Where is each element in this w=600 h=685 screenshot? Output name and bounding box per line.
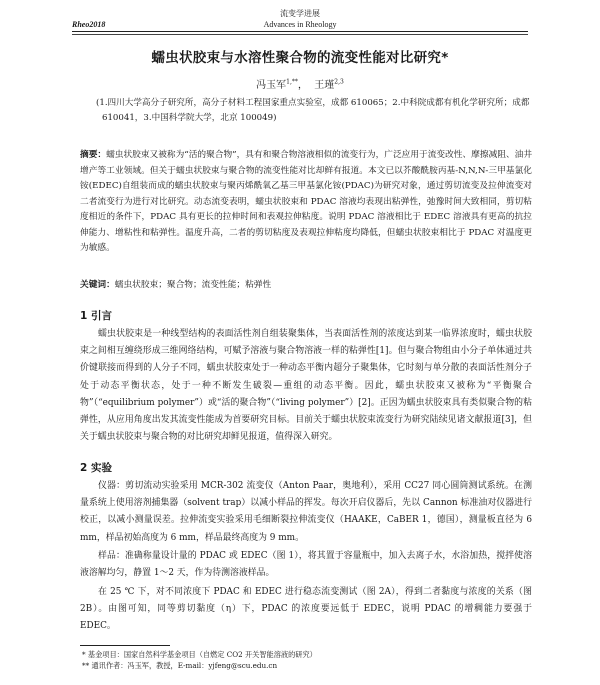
author-line: 冯玉军$^{1,**}$， 王瑾$^{2,3}$ [256, 78, 344, 91]
experiment-paragraph-instruments: 仪器：剪切流动实验采用 MCR-302 流变仪（Anton Paar，奥地利），采用 CC27 同心圆筒测试系统。在测量系统上使用溶剂捕集器（solvent trap）以减小样品的挥发。每次开启仪器后，先以 Cannon 标准油对仪器进行校正，以减小测量误差。拉伸流变实验采用毛细断裂拉伸流变仪（HAAKE，CaBER 1，德国），测量板直径为 6 mm，样品初始高度为 6 mm，样品最终高度为 9 mm。 [80, 481, 532, 543]
footnote-fund: * 基金项目：国家自然科学基金项目（自燃定 CO2 开关智能溶液的研究） [82, 650, 317, 659]
abstract-text: 蠕虫状胶束又被称为“活的聚合物”，具有和聚合物溶液相似的流变行为，广泛应用于流变改性、摩擦减阻、油井增产等工业领域。但关于蠕虫状胶束与聚合物的流变性能对比却鲜有报道。本文已以芥酸酰胺丙基-N,N,N-三甲基氯化铵(EDEC)自组装而成的蠕虫状胶束与聚丙烯酰氧乙基三甲基氯化铵(PDAC)为研究对象，通过剪切流变及拉伸流变对二者流变行为进行对比研究。动态流变表明，蠕虫状胶束和 PDAC 溶液均表现出粘弹性，弛豫时间大致相同，剪切粘度相近的条件下，PDAC 具有更长的拉伸时间和表观拉伸粘度。说明 PDAC 溶液相比于 EDEC 溶液具有更高的抗拉伸能力、增粘性和粘弹性。温度升高，二者的剪切粘度及表观拉伸粘度均降低，但蠕虫状胶束相比于 PDAC 对温度更为敏感。 [80, 150, 533, 253]
experiment-paragraph-samples: 样品：准确称量设计量的 PDAC 或 EDEC（图 1），将其置于容量瓶中，加入去离子水，水浴加热，搅拌使溶液溶解均匀，静置 1～2 天，作为待测溶液样品。 [80, 551, 532, 579]
journal-logo: Rheo2018 [72, 20, 106, 29]
abstract-label: 摘要： [80, 150, 107, 160]
introduction-paragraph: 蠕虫状胶束是一种线型结构的表面活性剂自组装聚集体，当表面活性剂的浓度达到某一临界浓度时，蠕虫状胶束之间相互缠绕形成三维网络结构，可赋予溶液与聚合物溶液一样的粘弹性[1]。但与聚合物组由小分子单体通过共价键联接而得到的人分子不同，蠕虫状胶束处于一种动态平衡内超分子聚集体，它时刻与单分散的表面活性剂分子处于动态平衡状态，处于一种不断发生破裂—重组的动态平衡。因此，蠕虫状胶束又被称为“平衡聚合物”（“equilibrium polymer”）或“活的聚合物”（“living polymer”）[2]。正因为蠕虫状胶束具有类似聚合物的粘弹性，从应用角度出发其流变性能成为首要研究目标。目前关于蠕虫状胶束流变行为研究陆续见诸文献报道[3]，但关于蠕虫状胶束与聚合物的对比研究却鲜见报道，值得深入研究。 [80, 329, 532, 443]
header-rule [72, 31, 528, 32]
keywords [80, 278, 532, 292]
affiliations: (1.四川大学高分子研究所，高分子材料工程国家重点实验室，成都 610065；2.中科院成都有机化学研究所；成都 610041，3.中国科学院大学，北京 100049) [96, 98, 530, 123]
keywords-text: 蠕虫状胶束；聚合物；流变性能；粘弹性 [114, 280, 272, 290]
author-affiliation-mark: 1,** [286, 78, 298, 86]
section-heading-introduction: 1 引言 [80, 310, 112, 322]
author-affiliation-mark: 2,3 [334, 78, 344, 86]
section-heading-experiment: 2 实验 [80, 462, 112, 474]
paper-title: 蠕虫状胶束与水溶性聚合物的流变性能对比研究* [151, 50, 449, 66]
footnote-contact: ** 通讯作者：冯玉军，教授，E-mail：yjfeng@scu.edu.cn [82, 661, 278, 670]
header-rule-thin [72, 34, 528, 35]
footnote-rule [80, 645, 170, 646]
abstract [80, 148, 532, 257]
keywords-label: 关键词： [80, 280, 115, 290]
experiment-paragraph-results: 在 25 ℃ 下，对不同浓度下 PDAC 和 EDEC 进行稳态流变测试（图 2A），得到二者黏度与浓度的关系（图 2B）。由图可知，同等剪切黏度（η）下，PDAC 的浓度要远低于 EDEC，说明 PDAC 的增稠能力要强于 EDEC。 [80, 587, 532, 632]
journal-name-en: Advances in Rheology [263, 20, 337, 29]
author-name: 冯玉军 [256, 80, 287, 91]
author-name: 王瑾 [314, 80, 335, 91]
journal-name-cn: 流变学进展 [280, 9, 320, 18]
